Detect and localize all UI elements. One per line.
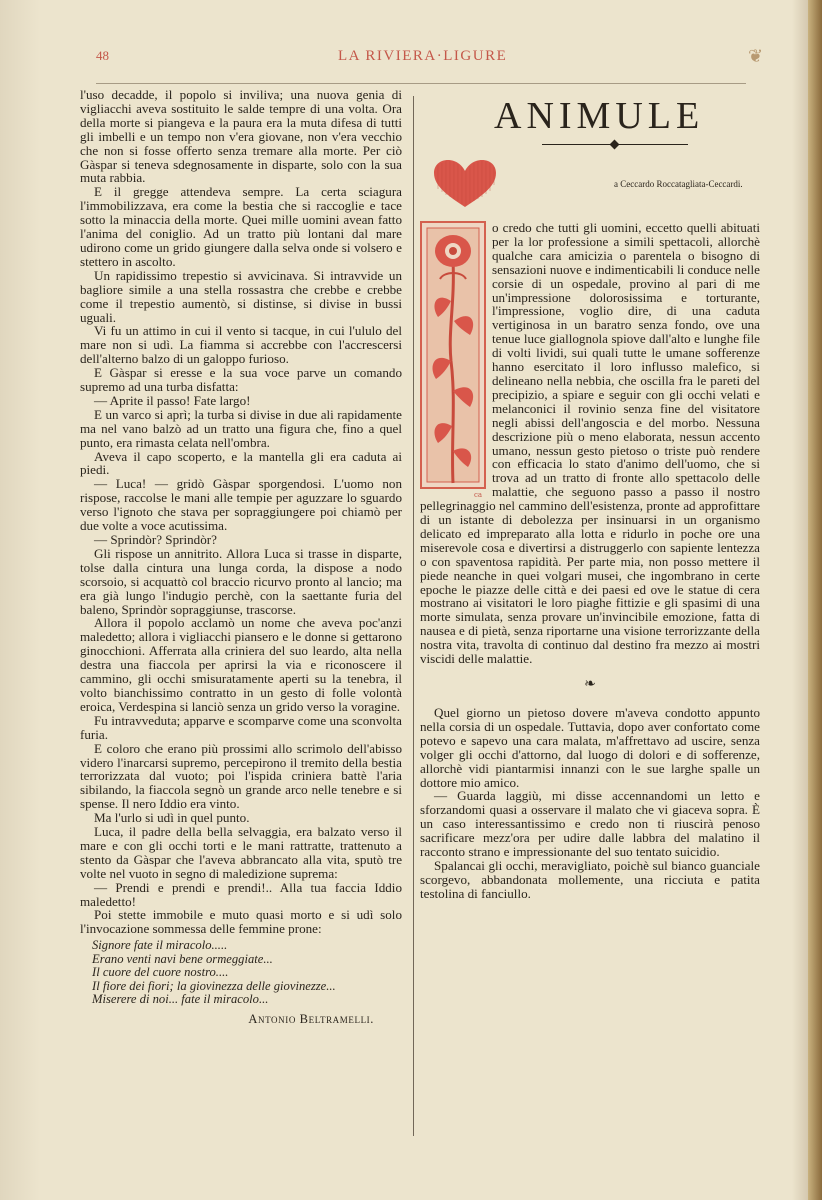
story-paragraph: Fu intravveduta; apparve e scomparve come una sconvolta furia. [80,712,402,742]
verse-line: Miserere di noi... fate il miracolo... [92,991,269,1006]
story-paragraph: Un rapidissimo trepestio si avvicinava. Si intravvide un bagliore simile a una stella rossastra che crebbe e crebbe come il trepestio aumentò, si distinse, si divise in bussi uguali. [80,267,402,325]
verse-line: Signore fate il miracolo..... [92,938,228,953]
dedication: a Ceccardo Roccatagliata-Ceccardi. [614,179,743,189]
column-divider [413,96,414,1136]
flourish-icon: ❦ [748,46,764,67]
page-header [0,48,822,72]
opening-section [420,221,760,666]
story-paragraph: Allora il popolo acclamò un nome che aveva poc'anzi maledetto; allora i vigliacchi piansero e le donne si gettarono ginocchioni. Afferrata alla criniera del suo leardo, alta nella destra una fiaccola per aprirsi la via e riconoscere il cammino, gli occhi smisuratamente aperti su la tenebra, il volto bianchissimo contratto in un gesto di folle volontà eroica, Verdespina si lanciò senza un grido verso la voragine. [80,615,402,714]
story-title: ANIMULE [494,95,705,137]
story-paragraph: E Gàspar si eresse e la sua voce parve un comando supremo ad una turba disfatta: [80,365,402,395]
section-separator-icon: ❧ [584,676,596,692]
story-paragraph: Vi fu un attimo in cui il vento si tacque, in cui l'ululo del mare non si udì. La fiamma si accrebbe con l'accrescersi dell'alterno balzo di un galoppo furioso. [80,323,402,367]
page-edge [808,0,822,1200]
author-signature: Antonio Beltramelli. [248,1012,374,1027]
story-paragraph: — Luca! — gridò Gàspar sporgendosi. L'uomo non rispose, raccolse le mani alle tempie per aguzzare lo sguardo verso l'ignoto che stava per sopraggiungere poi chiamò per due volte a voce acutissima. [80,476,402,534]
story-paragraph: — Sprindòr? Sprindòr? [94,532,217,547]
diamond-icon [610,140,620,150]
page-number: 48 [96,48,109,63]
dropcap-artist-mark: ca [474,491,483,499]
left-column [80,88,402,1027]
story-paragraph: Spalancai gli occhi, meravigliato, poichè sul bianco guanciale scorgevo, abbandonata mollemente, una ricciuta e patita testolina di fanciullo. [420,857,760,901]
heart-icon [432,159,498,209]
story-paragraph: — Guarda laggiù, mi disse accennandomi un letto e sforzandomi quasi a osservare il malato che vi giaceva sopra. È un caso interessantissimo e credo non ti riuscirà penoso sacrificare mezz'ora per udire dalle labbra del malatino il racconto strano e impressionante del suo tentato suicidio. [420,788,760,860]
story-paragraph: l'uso decadde, il popolo si inviliva; una nuova genia di vigliacchi aveva sostituito le salde tempre di una volta. Ora della morte si piangeva e la paura era la muta difesa di tutti gli imbelli e un tempo non v'era giovane, non v'era vecchio che non si fosse offerto senza tremare alla morte. Per ciò Gàspar si teneva sdegnosamente in disparte, solo con la sua muta rabbia. [80,87,402,186]
story-paragraph: o credo che tutti gli uomini, eccetto quelli abituati per la lor professione a simili spettacoli, allorchè qualche cara amicizia o parentela o bisogno di sensazioni nuove e indimenticabili li conduce nelle corsie di un ospedale, provino al pari di me un'impressione dolorosissima e torturante, l'impressione, voglio dire, di una caduta vertiginosa in un baratro senza fondo, ove una tenue luce giallognola spiove dall'alto e lunghe file di volti lividi, sui quali tutte le umane sofferenze hanno esercitato il loro influsso malefico, si delineano nella nebbia, che oscilla fra le pareti del precipizio, a spiare e seguir con gli occhi velati e melanconici il rovinio senza fine del visitatore negli abissi dell'angoscia e del morbo. Nessuna descrizione più o meno elaborata, nessun accento umano, nessun gesto pietoso o triste può rendere con efficacia lo stato d'animo dell'uomo, che si trova ad un tratto di fronte allo spettacolo delle malattie, che seguono passo a passo il nostro pellegrinaggio nel cammino dell'esistenza, pronte ad approfittare di un istante di debolezza per insinuarsi in un organismo delicato ed impreparato alla lotta e ridurlo in poche ore una miserevole cosa e divertirsi a distruggerlo con sapiente lentezza o con spaventosa rapidità. Per parte mia, non posso mettere il piede neanche in quei volgari musei, che ingombrano in certe epoche le piazze delle città e dei paesi ed ove le statue di cera mostrano ai visitatori le loro piaghe fittizie e gli spasimi di una morte simulata, senza provare un'invincibile emozione, fatta di nausea e di pietà, senza riportarne una visione terrorizzante della nostra vita, travolta di continuo dal destino fra mezzo ai mostri viscidi delle malattie. [420,220,760,667]
story-paragraph: Gli rispose un annitrito. Allora Luca si trasse in disparte, tolse dalla cintura una lunga corda, la dispose a nodo scorsoio, si acquattò col braccio ricurvo pronto al lancio; ma era già lungo l'indugio perchè, con la saettante furia del baleno, Sprindòr sopraggiunse, trascorse. [80,545,402,617]
story-paragraph: Ma l'urlo si udì in quel punto. [94,810,250,826]
running-title: LA RIVIERA·LIGURE [338,48,508,64]
verse-line: Il cuore del cuore nostro.... [92,965,229,980]
floral-dropcap-icon [420,221,486,491]
story-paragraph: — Aprite il passo! Fate largo! [94,392,251,408]
story-paragraph: Quel giorno un pietoso dovere m'aveva condotto appunto nella corsia di un ospedale. Tuttavia, dopo aver confortato come potevo e sapevo una cara malata, m'affrettavo ad uscire, senza volger gli occhi d'attorno, dal luogo di dolori e di sofferenze, allorchè vidi piantarmisi innanzi con le sue larghe spalle un dottore mio amico. [420,705,760,790]
right-column [420,88,760,901]
dropcap-letter [420,221,486,499]
dedication-row [420,159,760,215]
story-paragraph: E il gregge attendeva sempre. La certa sciagura l'immobilizzava, era come la bestia che si raccoglie e tace sotto la minaccia della morte. Quei mille uomini avean fatto l'anima del coniglio. Ad un tratto più lontani dal mare udirono come un grido giungere dalla selva onde si volsero e stettero in ascolto. [80,184,402,269]
header-rule [96,83,746,84]
story-paragraph: — Prendi e prendi e prendi!.. Alla tua faccia Iddio maledetto! [80,879,402,909]
story-paragraph: Aveva il capo scoperto, e la mantella gli era caduta ai piedi. [80,448,402,478]
verse-line: Il fiore dei fiori; la giovinezza delle giovinezze... [92,978,336,993]
story-paragraph: Luca, il padre della bella selvaggia, era balzato verso il mare e con gli occhi torti e le mani rattratte, trattenuto a stento da Gàspar che l'aveva abbrancato alla vita, sputò tre volte nel vuoto in segno di maledizione suprema: [80,824,402,881]
prayer-verse [92,939,402,1006]
story-paragraph: Poi stette immobile e muto quasi morto e si udì solo l'invocazione sommessa delle femmine prone: [80,907,402,937]
story-paragraph: E un varco si aprì; la turba si divise in due ali rapidamente ma nel vano balzò ad un tratto una figura che, fino a quel punto, era rimasta celata nell'ombra. [80,406,402,450]
title-rule [542,144,688,145]
story-paragraph: E coloro che erano più prossimi allo scrimolo dell'abisso videro l'inarcarsi supremo, percepirono il tremito della bestia terrorizzata dal vuoto; poi l'ispida criniera battè l'aria sibilando, la fiaccola segnò un grande arco nelle tenebre e si spense. Il nero Iddio era vinto. [80,740,402,812]
verse-line: Erano venti navi bene ormeggiate... [92,951,273,966]
